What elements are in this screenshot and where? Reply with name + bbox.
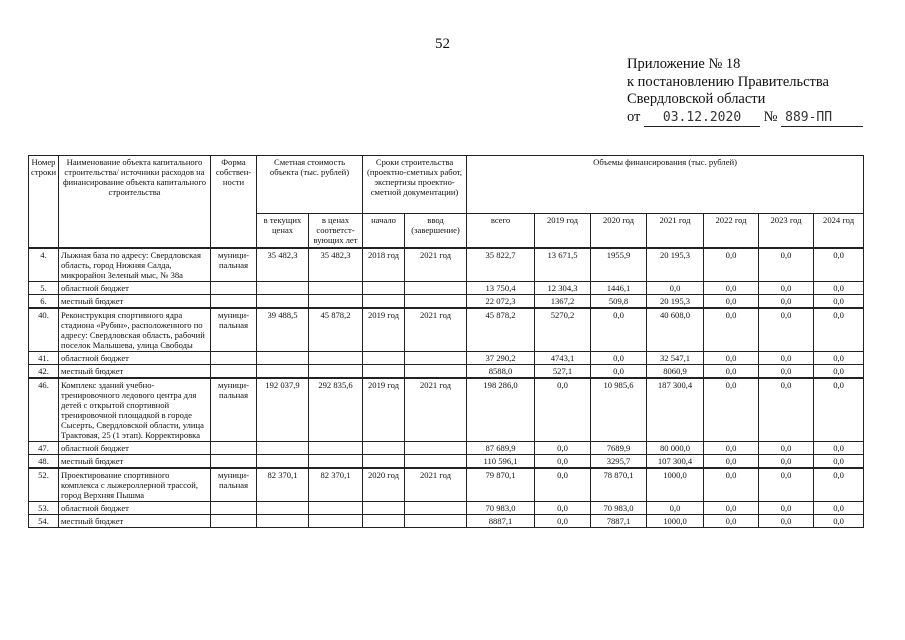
cell-object-name: областной бюджет [59,441,211,454]
table-row [29,364,864,378]
cell-total: 22 072,3 [467,294,535,308]
header-start: начало [363,214,405,248]
cell-start: 2018 год [363,248,405,282]
financing-table [28,155,864,528]
cell-current-prices [257,294,309,308]
cell-2019: 4743,1 [535,351,591,364]
cell-2019: 0,0 [535,378,591,442]
cell-adjusted-prices [309,281,363,294]
cell-row-number: 4. [29,248,59,282]
cell-ownership [211,501,257,514]
cell-row-number: 54. [29,514,59,527]
cell-ownership: муници- пальная [211,378,257,442]
cell-ownership [211,364,257,378]
cell-completion: 2021 год [405,248,467,282]
cell-ownership [211,351,257,364]
cell-2021: 1000,0 [647,514,704,527]
cell-2021: 8060,9 [647,364,704,378]
table-row [29,378,864,442]
number-prefix: № [763,108,778,125]
from-prefix: от [627,108,641,125]
cell-2023: 0,0 [759,514,814,527]
cell-adjusted-prices [309,364,363,378]
cell-total: 79 870,1 [467,468,535,502]
cell-adjusted-prices [309,294,363,308]
cell-2020: 509,8 [591,294,647,308]
cell-object-name: местный бюджет [59,454,211,468]
cell-2019: 0,0 [535,501,591,514]
cell-adjusted-prices [309,441,363,454]
cell-2022: 0,0 [704,501,759,514]
cell-object-name: Комплекс зданий учебно- тренировочного ледового центра для детей с открытой спортивной тренировочной площадкой в городе Сысерть, Свердловской области, улица Трактовая, 25 (1 этап). Корректировка [59,378,211,442]
cell-2021: 40 608,0 [647,308,704,352]
cell-2021: 80 000,0 [647,441,704,454]
cell-2020: 7887,1 [591,514,647,527]
cell-ownership: муници- пальная [211,308,257,352]
resolution-date: 03.12.2020 [644,109,760,128]
cell-row-number: 53. [29,501,59,514]
table-row [29,351,864,364]
header-2024: 2024 год [814,214,864,248]
appendix-title: Приложение № 18 [627,56,741,72]
cell-start [363,514,405,527]
cell-2020: 70 983,0 [591,501,647,514]
cell-2019: 0,0 [535,454,591,468]
table-row [29,308,864,352]
header-adjusted-prices: в ценах соответст- вующих лет [309,214,363,248]
cell-completion [405,351,467,364]
cell-2024: 0,0 [814,501,864,514]
cell-ownership [211,281,257,294]
cell-2019: 12 304,3 [535,281,591,294]
cell-completion [405,514,467,527]
cell-row-number: 40. [29,308,59,352]
cell-2019: 5270,2 [535,308,591,352]
cell-2022: 0,0 [704,294,759,308]
cell-total: 87 689,9 [467,441,535,454]
appendix-resolution: к постановлению Правительства [627,73,829,90]
cell-total: 13 750,4 [467,281,535,294]
appendix-header [627,56,863,127]
cell-current-prices [257,501,309,514]
cell-completion [405,441,467,454]
cell-total: 8887,1 [467,514,535,527]
cell-row-number: 52. [29,468,59,502]
cell-ownership [211,514,257,527]
cell-2024: 0,0 [814,364,864,378]
table-row [29,514,864,527]
cell-current-prices: 192 037,9 [257,378,309,442]
header-construction-terms: Сроки строительства (проектно-сметных работ, экспертизы проектно-сметной документации) [363,156,467,214]
cell-2019: 1367,2 [535,294,591,308]
cell-object-name: областной бюджет [59,281,211,294]
cell-2023: 0,0 [759,441,814,454]
cell-current-prices: 35 482,3 [257,248,309,282]
header-total: всего [467,214,535,248]
cell-row-number: 46. [29,378,59,442]
cell-2019: 13 671,5 [535,248,591,282]
cell-2022: 0,0 [704,378,759,442]
cell-2020: 0,0 [591,308,647,352]
cell-start [363,501,405,514]
cell-ownership: муници- пальная [211,468,257,502]
cell-object-name: местный бюджет [59,364,211,378]
cell-2023: 0,0 [759,501,814,514]
header-2022: 2022 год [704,214,759,248]
cell-2023: 0,0 [759,294,814,308]
cell-2022: 0,0 [704,351,759,364]
cell-adjusted-prices: 35 482,3 [309,248,363,282]
cell-2023: 0,0 [759,468,814,502]
cell-ownership [211,441,257,454]
cell-2021: 32 547,1 [647,351,704,364]
header-2021: 2021 год [647,214,704,248]
header-ownership: Форма собствен- ности [211,156,257,248]
cell-completion: 2021 год [405,468,467,502]
appendix-region: Свердловской области [627,91,766,107]
cell-total: 45 878,2 [467,308,535,352]
cell-2019: 527,1 [535,364,591,378]
cell-2023: 0,0 [759,351,814,364]
cell-ownership: муници- пальная [211,248,257,282]
cell-current-prices [257,514,309,527]
cell-2024: 0,0 [814,281,864,294]
cell-start [363,441,405,454]
cell-2020: 78 870,1 [591,468,647,502]
cell-2019: 0,0 [535,468,591,502]
cell-2019: 0,0 [535,441,591,454]
cell-row-number: 47. [29,441,59,454]
cell-object-name: местный бюджет [59,514,211,527]
cell-2020: 1446,1 [591,281,647,294]
cell-current-prices [257,351,309,364]
cell-start: 2020 год [363,468,405,502]
cell-2024: 0,0 [814,308,864,352]
cell-object-name: областной бюджет [59,501,211,514]
cell-total: 8588,0 [467,364,535,378]
cell-2024: 0,0 [814,294,864,308]
table-row [29,468,864,502]
cell-2022: 0,0 [704,364,759,378]
cell-2024: 0,0 [814,351,864,364]
cell-start: 2019 год [363,378,405,442]
cell-current-prices [257,441,309,454]
cell-completion [405,294,467,308]
cell-start [363,351,405,364]
header-object-name: Наименование объекта капитального строительства/ источники расходов на финансирование объекта капитального строительства [59,156,211,248]
cell-object-name: областной бюджет [59,351,211,364]
cell-2021: 187 300,4 [647,378,704,442]
cell-2020: 1955,9 [591,248,647,282]
cell-adjusted-prices [309,454,363,468]
cell-2024: 0,0 [814,468,864,502]
table-row [29,501,864,514]
cell-2023: 0,0 [759,364,814,378]
cell-2022: 0,0 [704,281,759,294]
cell-completion: 2021 год [405,378,467,442]
cell-2021: 20 195,3 [647,248,704,282]
cell-total: 110 596,1 [467,454,535,468]
cell-current-prices [257,281,309,294]
cell-2024: 0,0 [814,454,864,468]
cell-2024: 0,0 [814,248,864,282]
header-2020: 2020 год [591,214,647,248]
page-number: 52 [435,36,450,52]
cell-2023: 0,0 [759,248,814,282]
table-row [29,441,864,454]
cell-total: 198 286,0 [467,378,535,442]
cell-2022: 0,0 [704,454,759,468]
table-row [29,248,864,282]
cell-row-number: 48. [29,454,59,468]
cell-row-number: 41. [29,351,59,364]
cell-2022: 0,0 [704,308,759,352]
cell-ownership [211,454,257,468]
cell-2023: 0,0 [759,308,814,352]
cell-current-prices [257,364,309,378]
cell-current-prices [257,454,309,468]
cell-2021: 0,0 [647,281,704,294]
cell-2021: 0,0 [647,501,704,514]
cell-completion [405,454,467,468]
cell-2022: 0,0 [704,248,759,282]
cell-2019: 0,0 [535,514,591,527]
cell-completion: 2021 год [405,308,467,352]
resolution-number: 889-ПП [781,109,863,128]
header-row-number: Номер строки [29,156,59,248]
table-row [29,281,864,294]
cell-adjusted-prices: 45 878,2 [309,308,363,352]
cell-object-name: местный бюджет [59,294,211,308]
cell-total: 35 822,7 [467,248,535,282]
cell-completion [405,281,467,294]
cell-2021: 107 300,4 [647,454,704,468]
cell-2020: 0,0 [591,351,647,364]
cell-2024: 0,0 [814,441,864,454]
cell-start [363,294,405,308]
appendix-date-line [627,109,863,128]
cell-2023: 0,0 [759,281,814,294]
cell-row-number: 42. [29,364,59,378]
cell-2020: 3295,7 [591,454,647,468]
cell-adjusted-prices: 82 370,1 [309,468,363,502]
header-2023: 2023 год [759,214,814,248]
cell-current-prices: 82 370,1 [257,468,309,502]
cell-2022: 0,0 [704,468,759,502]
cell-adjusted-prices [309,351,363,364]
table-row [29,294,864,308]
table-row [29,454,864,468]
cell-object-name: Лыжная база по адресу: Свердловская область, город Нижняя Салда, микрорайон Зеленый мыс, № 38а [59,248,211,282]
header-completion: ввод (завершение) [405,214,467,248]
cell-ownership [211,294,257,308]
cell-start [363,454,405,468]
cell-object-name: Проектирование спортивного комплекса с лыжероллерной трассой, город Верхняя Пышма [59,468,211,502]
cell-2021: 1000,0 [647,468,704,502]
cell-2022: 0,0 [704,514,759,527]
cell-total: 70 983,0 [467,501,535,514]
cell-2020: 0,0 [591,364,647,378]
cell-completion [405,501,467,514]
cell-row-number: 5. [29,281,59,294]
cell-2024: 0,0 [814,378,864,442]
cell-2020: 7689,9 [591,441,647,454]
header-2019: 2019 год [535,214,591,248]
cell-object-name: Реконструкция спортивного ядра стадиона «Рубин», расположенного по адресу: Свердловская область, рабочий поселок Малышева, улица Свободы [59,308,211,352]
cell-2020: 10 985,6 [591,378,647,442]
cell-adjusted-prices: 292 835,6 [309,378,363,442]
cell-2024: 0,0 [814,514,864,527]
cell-adjusted-prices [309,501,363,514]
cell-row-number: 6. [29,294,59,308]
cell-completion [405,364,467,378]
cell-start [363,281,405,294]
cell-2021: 20 195,3 [647,294,704,308]
cell-start: 2019 год [363,308,405,352]
cell-current-prices: 39 488,5 [257,308,309,352]
header-financing: Объемы финансирования (тыс. рублей) [467,156,864,214]
cell-2023: 0,0 [759,454,814,468]
cell-2023: 0,0 [759,378,814,442]
cell-start [363,364,405,378]
header-estimated-cost: Сметная стоимость объекта (тыс. рублей) [257,156,363,214]
cell-adjusted-prices [309,514,363,527]
header-current-prices: в текущих ценах [257,214,309,248]
cell-total: 37 290,2 [467,351,535,364]
cell-2022: 0,0 [704,441,759,454]
